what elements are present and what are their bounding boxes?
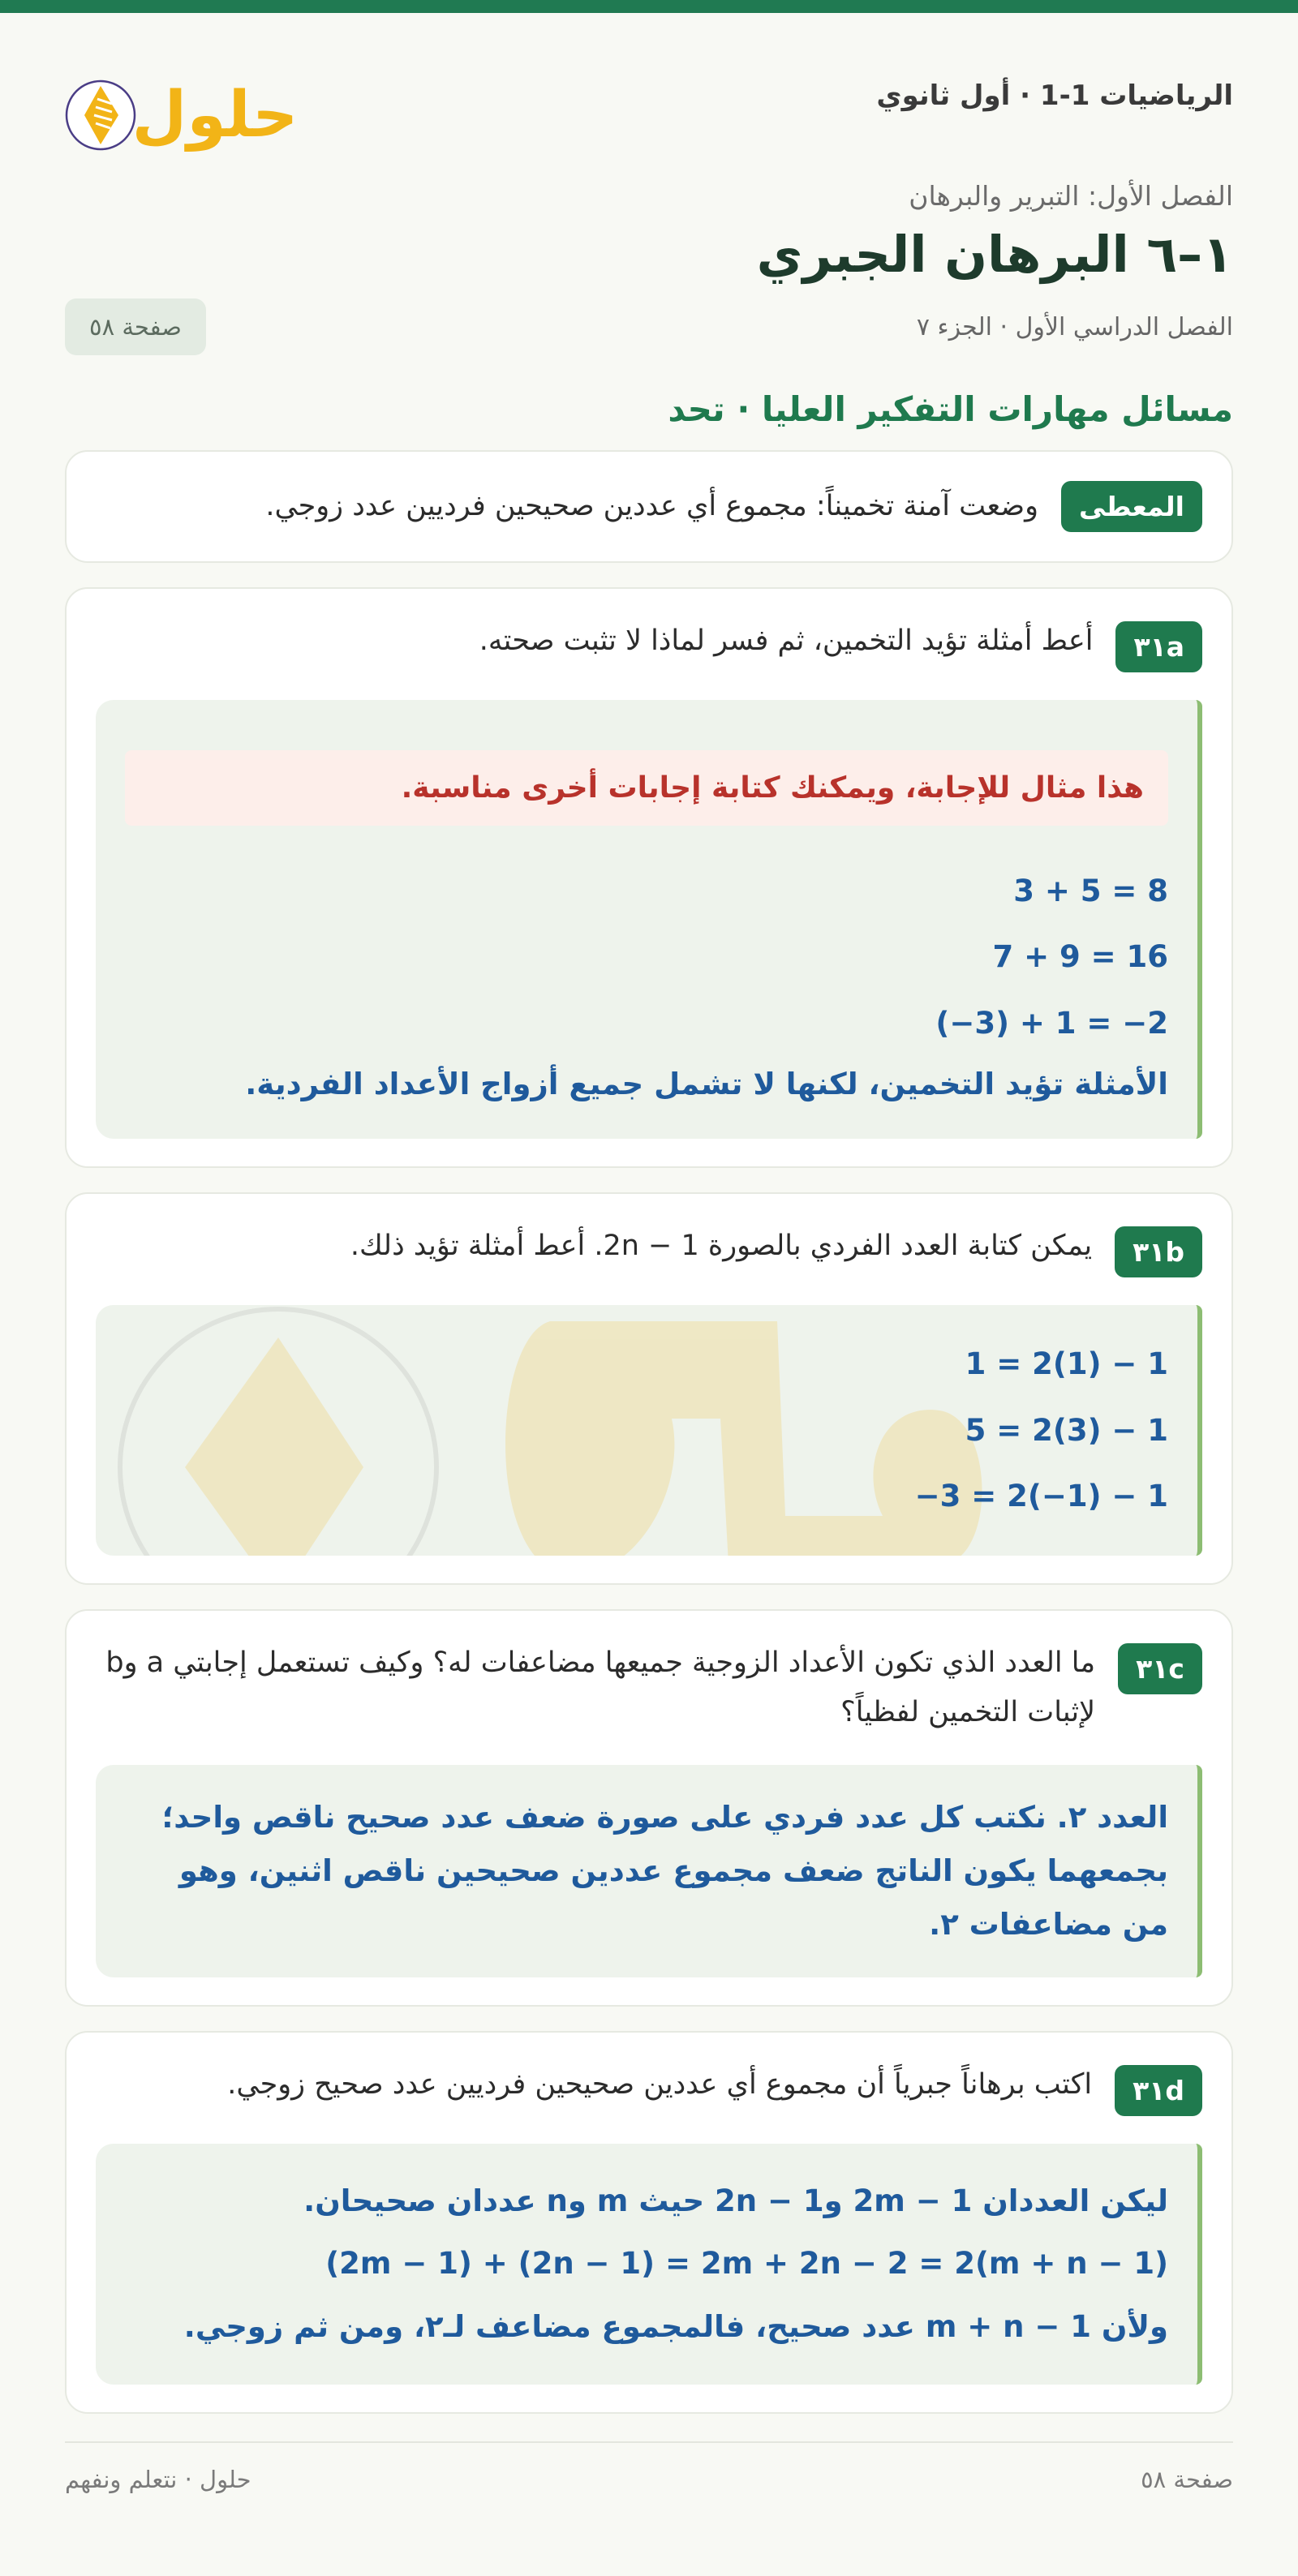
question-card-31c [65, 1609, 1233, 2007]
question-number: ٣١b [1115, 1226, 1202, 1277]
question-card-31a [65, 587, 1233, 1168]
given-label: المعطى [1061, 481, 1202, 532]
answer-conclusion: الأمثلة تؤيد التخمين، لكنها لا تشمل جميع أزواج الأعداد الفردية. [245, 1067, 1168, 1102]
given-text: وضعت آمنة تخميناً: مجموع أي عددين صحيحين فرديين عدد زوجي. [265, 489, 1038, 522]
given-card [65, 450, 1233, 563]
question-text: اكتب برهاناً جبرياً أن مجموع أي عددين صحيحين فرديين عدد صحيح زوجي. [227, 2067, 1093, 2101]
answer-line: 3 + 5 = 8 [1013, 874, 1168, 908]
question-number: ٣١d [1115, 2065, 1202, 2116]
question-number: ٣١a [1115, 621, 1202, 672]
term-label: الفصل الدراسي الأول · الجزء ٧ [916, 312, 1233, 341]
question-card-31b [65, 1192, 1233, 1584]
top-accent-bar [0, 0, 1298, 13]
answer-line: 1 = 2(1) − 1 [965, 1346, 1168, 1382]
proof-line: ليكن العددان 2m − 1 و2n − 1 حيث m وn عددان صحيحان. [303, 2183, 1168, 2218]
answer-line: −3 = 2(−1) − 1 [914, 1479, 1168, 1514]
question-text: ما العدد الذي تكون الأعداد الزوجية جميعها مضاعفات له؟ وكيف تستعمل إجابتي a وb لإثبات التخمين لفظياً؟ [105, 1646, 1096, 1728]
question-card-31d [65, 2031, 1233, 2414]
proof-conclusion: ولأن m + n − 1 عدد صحيح، فالمجموع مضاعف لـ٢، ومن ثم زوجي. [183, 2309, 1168, 2345]
question-text: أعط أمثلة تؤيد التخمين، ثم فسر لماذا لا تثبت صحته. [479, 625, 1094, 657]
answer-box [96, 2144, 1202, 2385]
page-footer [65, 2441, 1233, 2493]
question-head [96, 1221, 1202, 1277]
hulul-logo[interactable] [65, 62, 300, 159]
meta-row [65, 298, 1233, 355]
page [65, 13, 1233, 2493]
question-head [96, 616, 1202, 672]
footer-page: صفحة ٥٨ [1141, 2465, 1233, 2493]
question-number: ٣١c [1118, 1643, 1202, 1694]
question-head [96, 2060, 1202, 2116]
page-badge: صفحة ٥٨ [65, 298, 206, 355]
logo-text: حلول [131, 79, 299, 152]
sample-answer-note: هذا مثال للإجابة، ويمكنك كتابة إجابات أخرى مناسبة. [125, 750, 1168, 826]
answer-box [96, 700, 1202, 1139]
question-text: يمكن كتابة العدد الفردي بالصورة 2n − 1. أعط أمثلة تؤيد ذلك. [350, 1230, 1093, 1263]
lesson-title: ١–٦ البرهان الجبري [756, 225, 1233, 284]
answer-line: 7 + 9 = 16 [992, 939, 1168, 975]
answer-box [96, 1765, 1202, 1977]
answer-box [96, 1305, 1202, 1555]
chapter-title: الفصل الأول: التبرير والبرهان [909, 180, 1233, 212]
section-title: مسائل مهارات التفكير العليا · تحد [668, 389, 1233, 429]
answer-line: 5 = 2(3) − 1 [965, 1412, 1168, 1448]
answer-paragraph: العدد ٢. نكتب كل عدد فردي على صورة ضعف عدد صحيح ناقص واحد؛ بجمعهما يكون الناتج ضعف مجموع عددين صحيحين ناقص اثنين، وهو من مضاعفات ٢. [161, 1800, 1168, 1942]
footer-brand: حلول · نتعلم ونفهم [65, 2465, 251, 2493]
answer-line: (−3) + 1 = −2 [935, 1005, 1168, 1041]
subject-title: الرياضيات 1-1 · أول ثانوي [876, 79, 1233, 112]
page-header [65, 13, 1233, 164]
question-head [96, 1638, 1202, 1738]
proof-equation: (2m − 1) + (2n − 1) = 2m + 2n − 2 = 2(m + n − 1) [325, 2246, 1168, 2282]
